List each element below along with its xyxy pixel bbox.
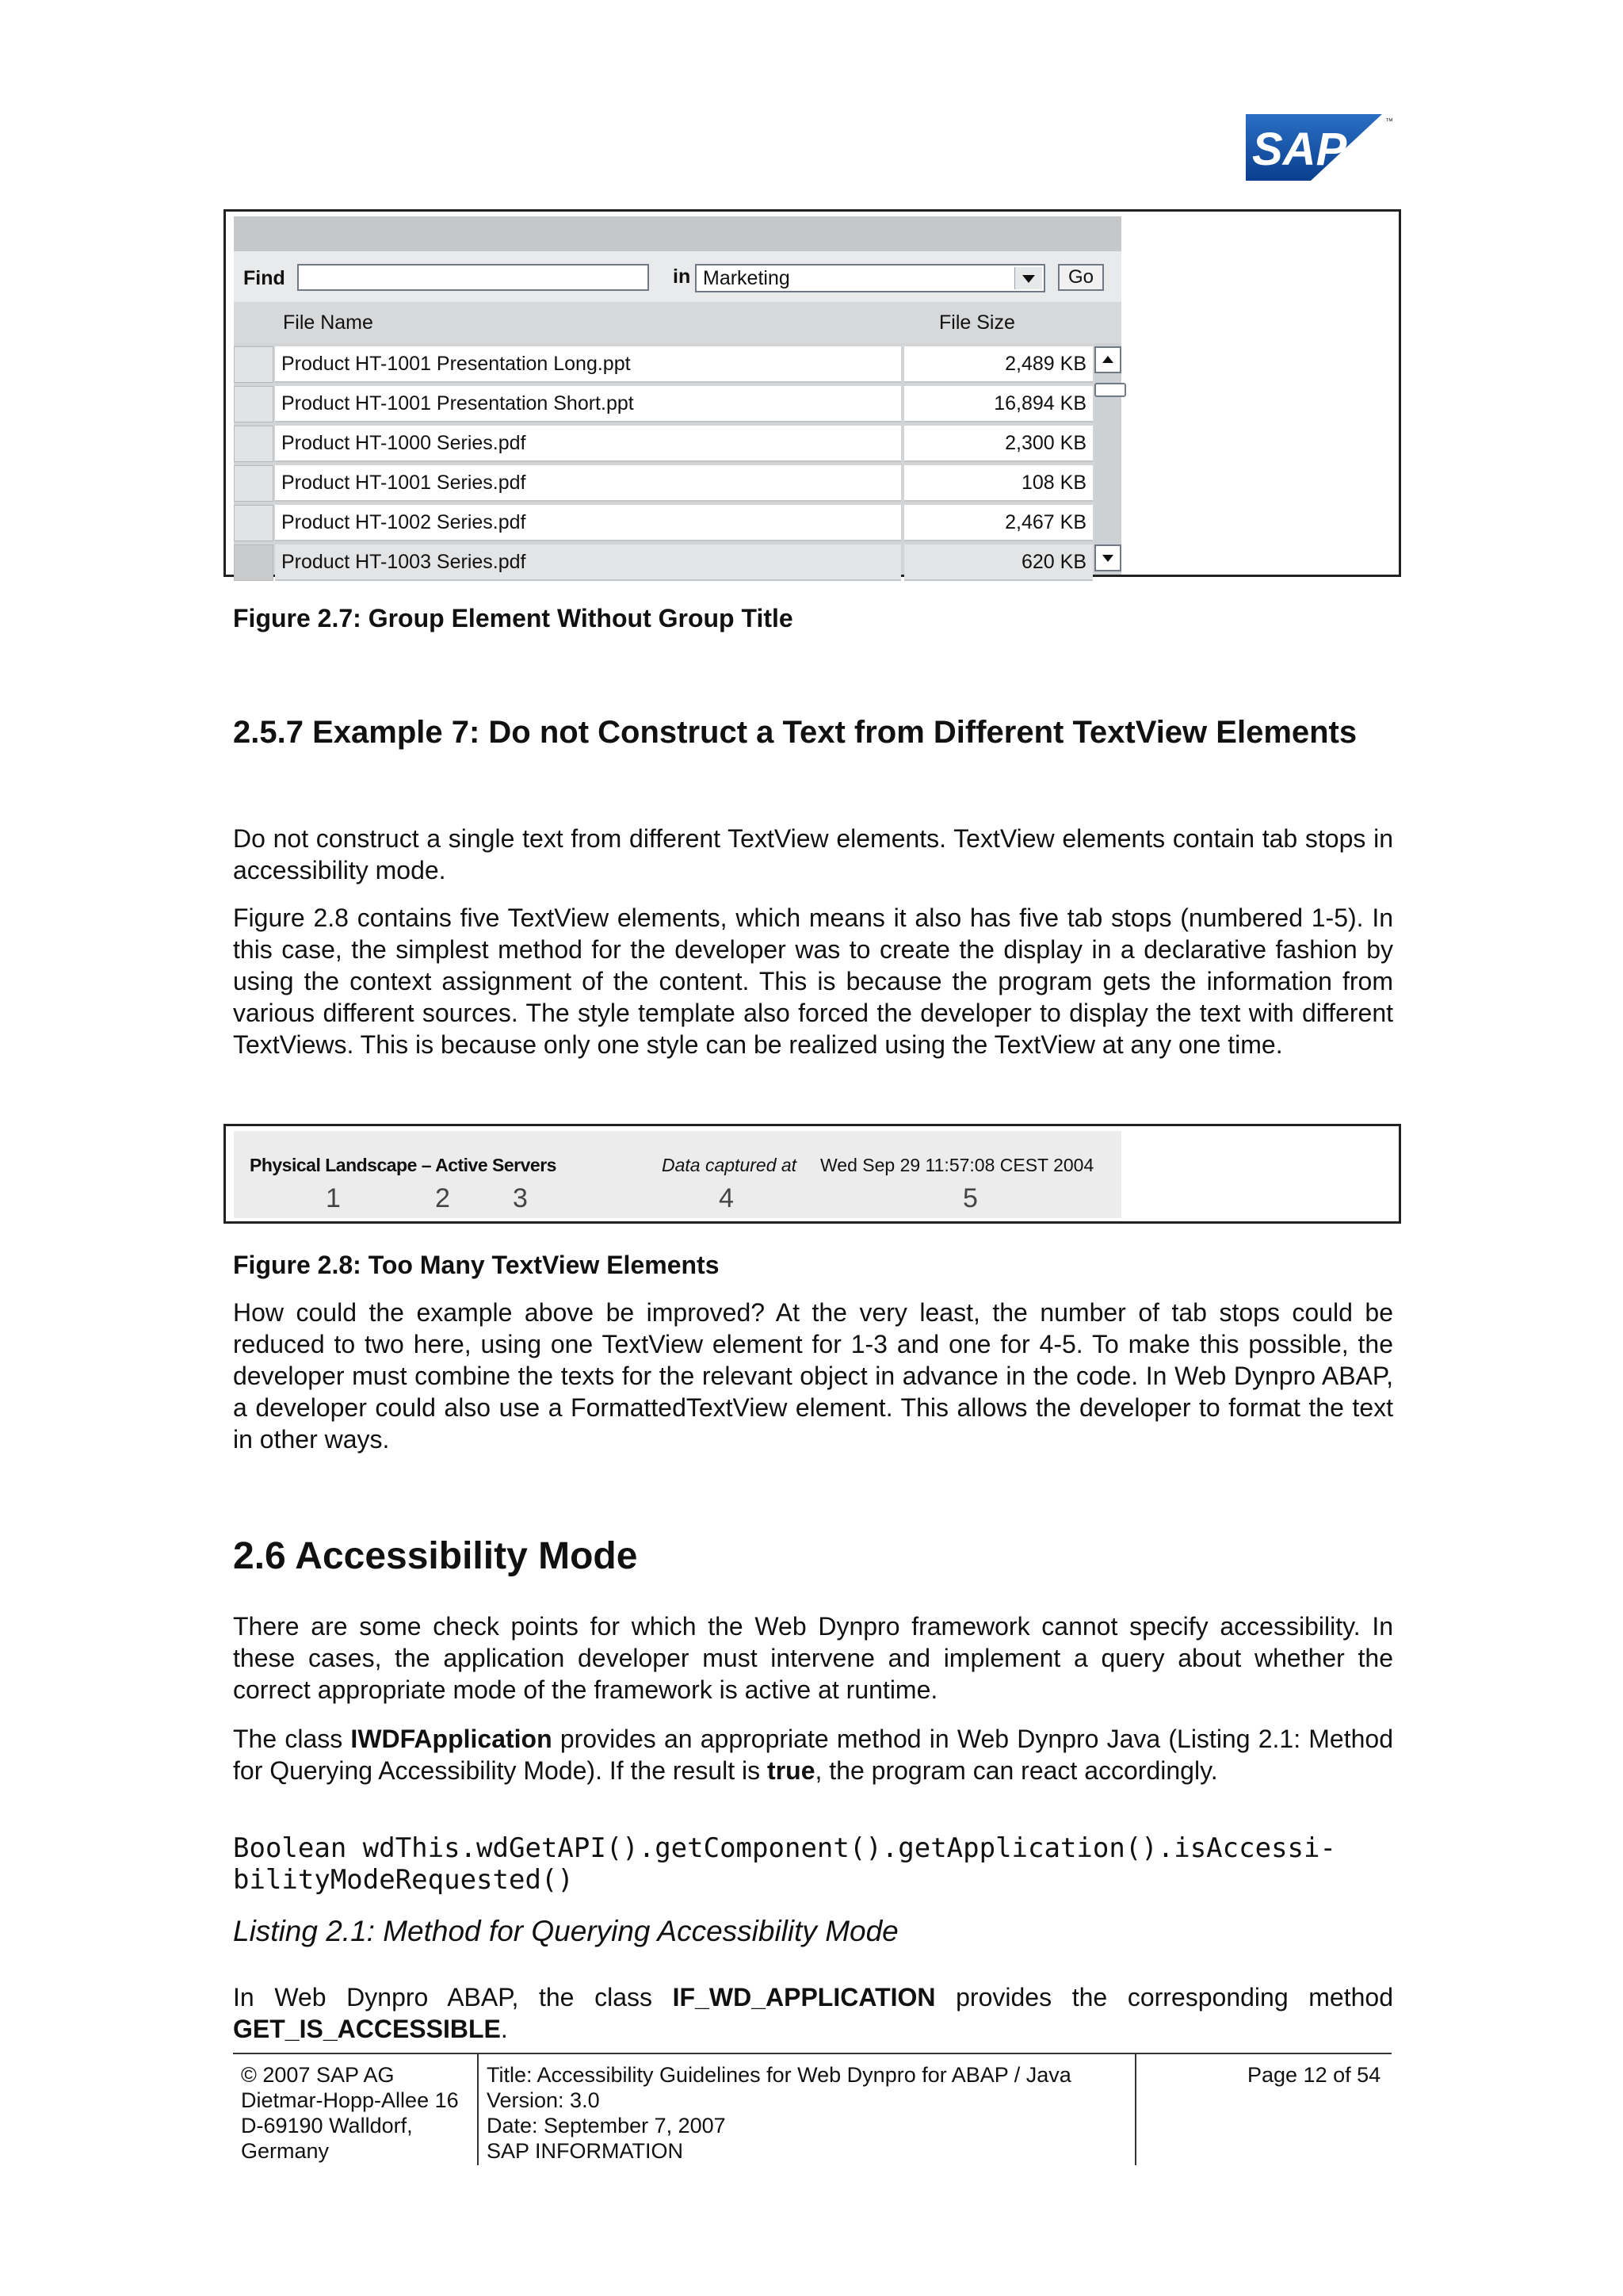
folder-select-value: Marketing [703, 267, 790, 289]
search-toolbar [234, 251, 1121, 302]
file-size-cell: 16,894 KB [904, 386, 1093, 422]
in-label: in [673, 266, 691, 288]
row-selector[interactable] [234, 505, 273, 541]
file-name-cell: Product HT-1001 Presentation Short.ppt [275, 386, 901, 422]
tab-stop-number: 3 [513, 1183, 528, 1213]
page-footer [233, 2053, 1392, 2165]
footer-line: SAP INFORMATION [487, 2139, 684, 2163]
file-table [234, 302, 1121, 575]
section-2-6-heading: 2.6 Accessibility Mode [233, 1535, 638, 1577]
paragraph: There are some check points for which the Web Dynpro framework cannot specify accessibility. In these cases, the application developer must intervene and implement a query about whether the correct appropriate mode of the framework is active at runtime. [233, 1612, 1393, 1704]
textview-panel [234, 1131, 1121, 1218]
footer-divider [1135, 2054, 1136, 2165]
footer-divider [477, 2054, 479, 2165]
file-name-cell: Product HT-1001 Series.pdf [275, 465, 901, 502]
scrollbar-thumb[interactable] [1094, 383, 1126, 397]
find-label: Find [243, 267, 285, 289]
text-run: . [500, 2015, 508, 2043]
text-run: provides the corresponding method [935, 1983, 1394, 2011]
tab-stop-number: 2 [435, 1183, 450, 1213]
group-panel [234, 216, 1121, 575]
row-selector[interactable] [234, 465, 273, 502]
row-selector[interactable] [234, 346, 273, 383]
file-size-cell: 2,489 KB [904, 346, 1093, 383]
footer-line: Title: Accessibility Guidelines for Web Dynpro for ABAP / Java [487, 2063, 1071, 2087]
file-name-cell: Product HT-1000 Series.pdf [275, 426, 901, 462]
footer-line: D-69190 Walldorf, [241, 2114, 413, 2137]
figure-2-8 [223, 1124, 1401, 1224]
file-name-cell: Product HT-1003 Series.pdf [275, 544, 901, 581]
footer-line: © 2007 SAP AG [241, 2063, 395, 2087]
text-run: provides an appropriate method in Web Dynpro Java (Listing 2.1: Method for Querying Accessibility Mode). If the result is [233, 1725, 1393, 1785]
table-row[interactable] [234, 386, 1098, 426]
class-name: IWDFApplication [350, 1725, 552, 1753]
sap-logo [1243, 111, 1401, 182]
textview-title: Physical Landscape – Active Servers [250, 1155, 556, 1175]
row-selector[interactable] [234, 386, 273, 422]
column-header-file-name[interactable]: File Name [283, 311, 373, 334]
code-line: Boolean wdThis.wdGetAPI().getComponent().getApplication().isAccessi- [233, 1832, 1336, 1864]
group-header [234, 216, 1121, 251]
file-size-cell: 2,467 KB [904, 505, 1093, 541]
code-line: bilityModeRequested() [233, 1864, 574, 1896]
file-name-cell: Product HT-1002 Series.pdf [275, 505, 901, 541]
figure-2-7-caption: Figure 2.7: Group Element Without Group Title [233, 604, 793, 632]
row-selector[interactable] [234, 426, 273, 462]
figure-2-7 [223, 209, 1401, 577]
text-run: The class [233, 1725, 351, 1753]
paragraph [233, 1981, 1393, 2045]
file-size-cell: 2,300 KB [904, 426, 1093, 462]
paragraph: Do not construct a single text from different TextView elements. TextView elements contain tab stops in accessibility mode. [233, 824, 1393, 884]
footer-company [241, 2062, 459, 2164]
figure-2-8-caption: Figure 2.8: Too Many TextView Elements [233, 1251, 720, 1279]
class-name: IF_WD_APPLICATION [672, 1983, 936, 2011]
table-row[interactable] [234, 465, 1098, 505]
paragraph: How could the example above be improved? At the very least, the number of tab stops could be reduced to two here, using one TextView element for 1-3 and one for 4-5. To make this possible, the developer must combine the texts for the relevant object in advance in the code. In Web Dynpro ABAP, a developer could also use a FormattedTextView element. This allows the developer to format the text in other ways. [233, 1298, 1393, 1454]
section-2-5-7-heading: 2.5.7 Example 7: Do not Construct a Text from Different TextView Elements [233, 715, 1358, 750]
keyword: true [767, 1756, 815, 1785]
footer-line: Date: September 7, 2007 [487, 2114, 726, 2137]
text-run: In Web Dynpro ABAP, the class [233, 1983, 673, 2011]
page-number: Page 12 of 54 [1247, 2063, 1381, 2087]
tab-stop-number: 5 [963, 1183, 978, 1213]
footer-line: Germany [241, 2139, 330, 2163]
table-header [234, 302, 1121, 343]
listing-caption: Listing 2.1: Method for Querying Accessibility Mode [233, 1915, 899, 1947]
find-input[interactable] [297, 264, 649, 291]
textview-captured-value: Wed Sep 29 11:57:08 CEST 2004 [820, 1155, 1094, 1175]
table-row[interactable] [234, 426, 1098, 465]
table-row-selected[interactable] [234, 544, 1098, 584]
footer-line: Dietmar-Hopp-Allee 16 [241, 2088, 459, 2112]
file-name-cell: Product HT-1001 Presentation Long.ppt [275, 346, 901, 383]
textview-captured-label: Data captured at [662, 1155, 797, 1175]
scroll-up-icon[interactable] [1094, 346, 1121, 373]
paragraph: Figure 2.8 contains five TextView elements, which means it also has five tab stops (numbered 1-5). In this case, the simplest method for the developer was to create the display in a declarative fashion by using the context assignment of the content. This is because the program gets the information from various different sources. The style template also forced the developer to display the text with different TextViews. This is because only one style can be realized using the TextView at any one time. [233, 904, 1393, 1059]
text-run: , the program can react accordingly. [815, 1756, 1218, 1785]
tab-stop-number: 4 [719, 1183, 734, 1213]
vertical-scrollbar[interactable] [1094, 343, 1121, 575]
row-selector[interactable] [234, 544, 273, 581]
table-row[interactable] [234, 346, 1098, 386]
table-row[interactable] [234, 505, 1098, 544]
paragraph [233, 1723, 1393, 1786]
file-size-cell: 620 KB [904, 544, 1093, 581]
footer-document-info [487, 2062, 1071, 2164]
folder-select[interactable] [695, 264, 1045, 292]
file-size-cell: 108 KB [904, 465, 1093, 502]
footer-line: Version: 3.0 [487, 2088, 600, 2112]
sap-logo-text: SAP [1252, 124, 1347, 175]
chevron-down-icon[interactable] [1014, 267, 1042, 289]
method-name: GET_IS_ACCESSIBLE [233, 2015, 501, 2043]
column-header-file-size[interactable]: File Size [939, 311, 1015, 334]
trademark-symbol: ™ [1385, 117, 1393, 126]
tab-stop-number: 1 [326, 1183, 341, 1213]
scroll-down-icon[interactable] [1094, 544, 1121, 571]
go-button[interactable]: Go [1058, 264, 1104, 291]
